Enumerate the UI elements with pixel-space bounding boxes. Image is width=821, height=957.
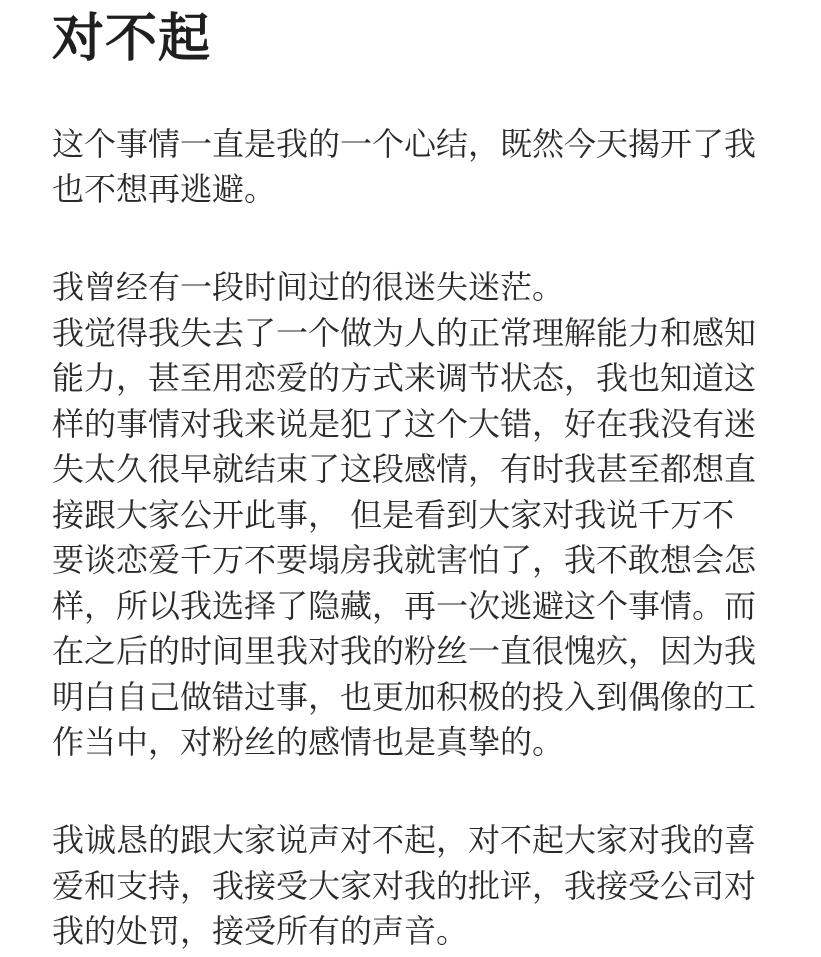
paragraph-3-line-2: 爱和支持，我接受大家对我的批评，我接受公司对 xyxy=(52,867,757,905)
paragraph-2-line-6: 接跟大家公开此事， 但是看到大家对我说千万不 xyxy=(52,496,735,534)
page-title: 对不起 xyxy=(52,9,212,69)
paragraph-2-line-10: 明白自己做错过事，也更加积极的投入到偶像的工 xyxy=(52,678,757,716)
paragraph-2-line-11: 作当中，对粉丝的感情也是真挚的。 xyxy=(52,723,565,761)
paragraph-2-line-8: 样，所以我选择了隐藏，再一次逃避这个事情。而 xyxy=(52,587,757,625)
paragraph-2-line-5: 失太久很早就结束了这段感情，有时我甚至都想直 xyxy=(52,450,757,488)
paragraph-2-line-9: 在之后的时间里我对我的粉丝一直很愧疚，因为我 xyxy=(52,632,757,670)
paragraph-2-line-1: 我曾经有一段时间过的很迷失迷茫。 xyxy=(52,268,565,306)
paragraph-2-line-7: 要谈恋爱千万不要塌房我就害怕了，我不敢想会怎 xyxy=(52,541,757,579)
paragraph-2-line-2: 我觉得我失去了一个做为人的正常理解能力和感知 xyxy=(52,314,757,352)
paragraph-2-line-3: 能力，甚至用恋爱的方式来调节状态，我也知道这 xyxy=(52,359,757,397)
paragraph-3-line-1: 我诚恳的跟大家说声对不起，对不起大家对我的喜 xyxy=(52,821,757,859)
paragraph-1-line-2: 也不想再逃避。 xyxy=(52,170,277,208)
paragraph-3-line-3: 我的处罚，接受所有的声音。 xyxy=(52,912,469,950)
paragraph-1-line-1: 这个事情一直是我的一个心结，既然今天揭开了我 xyxy=(52,125,757,163)
paragraph-2-line-4: 样的事情对我来说是犯了这个大错，好在我没有迷 xyxy=(52,405,757,443)
